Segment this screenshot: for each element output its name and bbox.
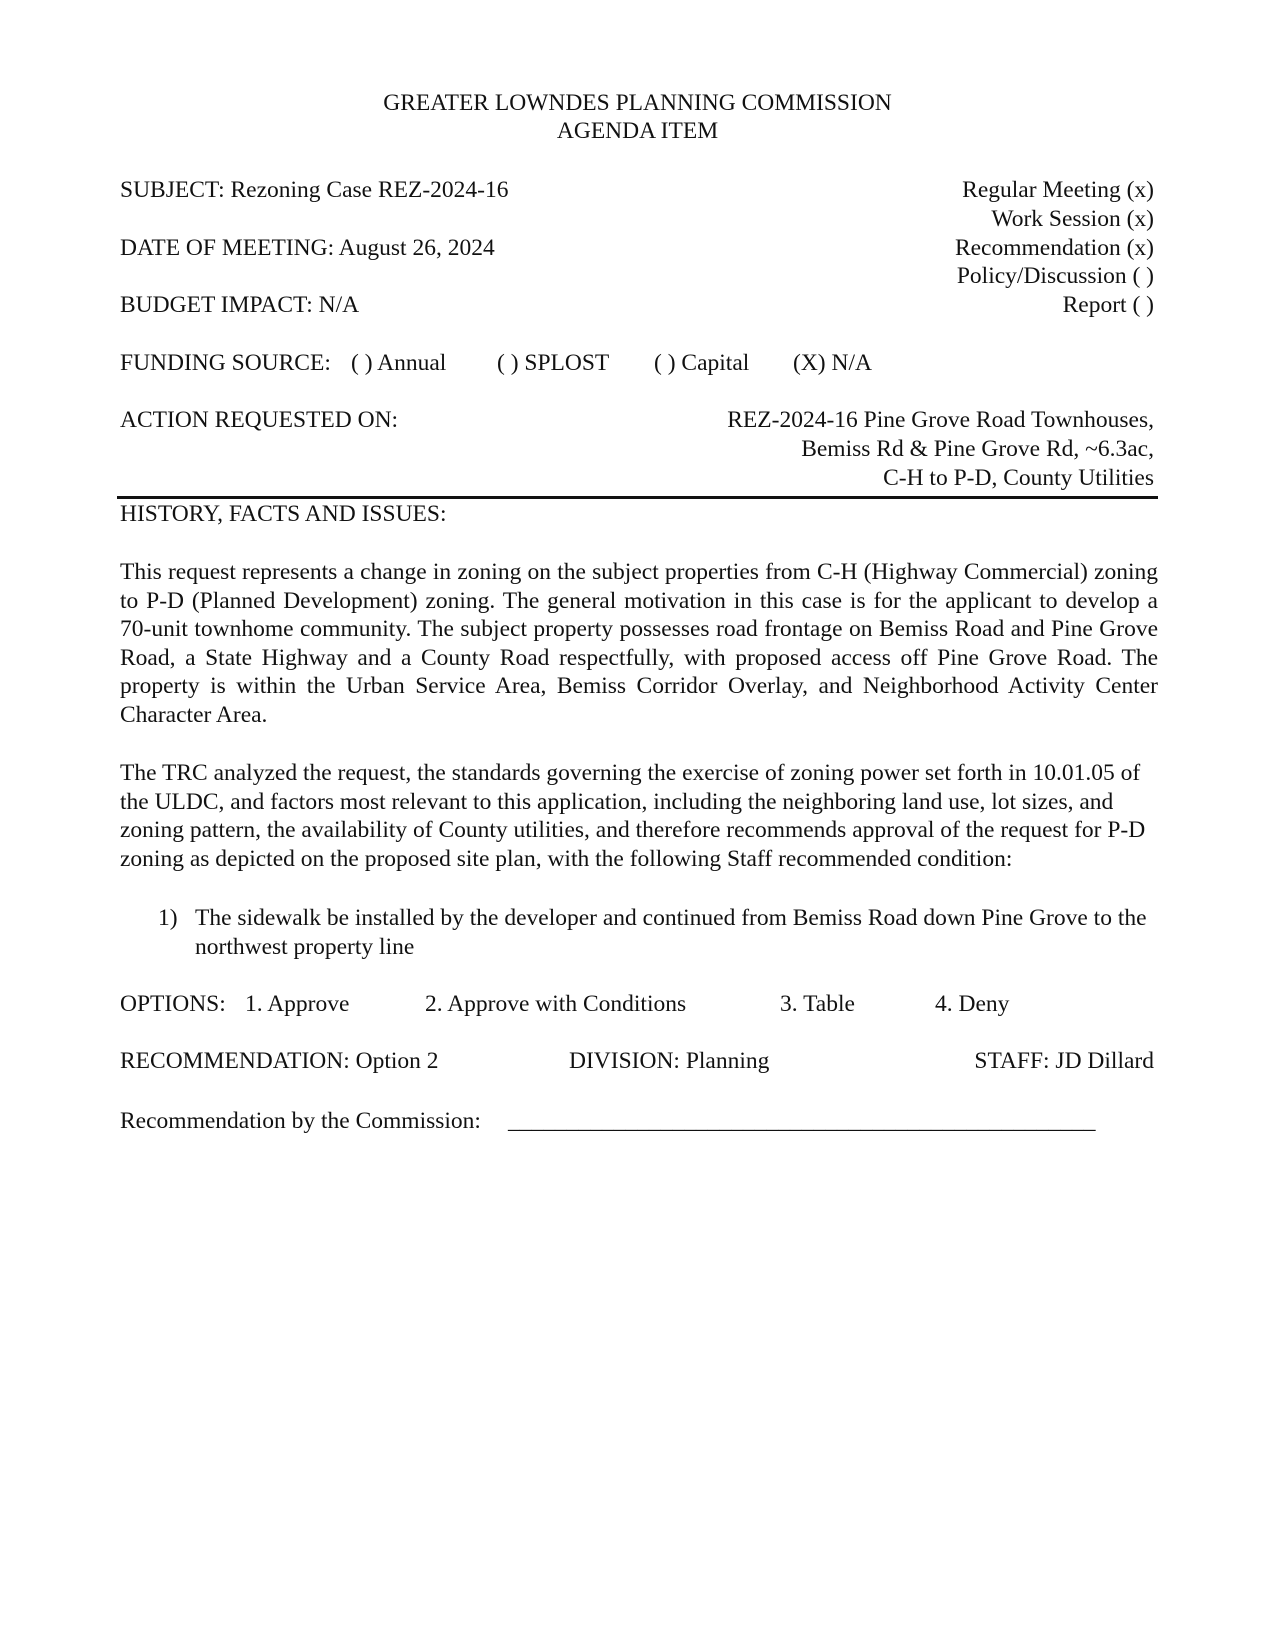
history-paragraph-1: This request represents a change in zoning on the subject properties from C-H (Highway Commercial) zoning to P-D (Planned Development) zoning. The general motivation in this case is for the applicant to develop a 70-unit townhome community. The subject property possesses road frontage on Bemiss Road and Pine Grove Road, a State Highway and a County Road respectfully, with proposed access off Pine Grove Road. The property is within the Urban Service Area, Bemiss Corridor Overlay, and Neighborhood Activity Center Character Area. [120,559,1158,728]
action-line-1: REZ-2024-16 Pine Grove Road Townhouses, [727,407,1154,433]
commission-recommendation-blank[interactable]: __________________________________________________ [508,1108,1096,1134]
history-heading: HISTORY, FACTS AND ISSUES: [120,501,447,527]
action-requested-label: ACTION REQUESTED ON: [120,407,399,433]
meeting-type-regular: Regular Meeting (x) [962,177,1154,203]
meeting-type-work-session: Work Session (x) [991,206,1154,232]
budget-impact-field: BUDGET IMPACT: N/A [120,292,360,318]
action-line-2: Bemiss Rd & Pine Grove Rd, ~6.3ac, [801,436,1154,462]
funding-option-splost: ( ) SPLOST [497,350,610,376]
funding-option-annual: ( ) Annual [351,350,447,376]
funding-option-capital: ( ) Capital [654,350,750,376]
section-divider [117,496,1158,499]
meeting-type-policy-discussion: Policy/Discussion ( ) [956,263,1154,289]
date-of-meeting-field: DATE OF MEETING: August 26, 2024 [120,235,495,261]
condition-number: 1) [158,905,178,931]
meeting-type-report: Report ( ) [1062,292,1154,318]
action-line-3: C-H to P-D, County Utilities [883,465,1154,491]
condition-text: The sidewalk be installed by the developer and continued from Bemiss Road down Pine Grove to the northwest property line [195,905,1147,960]
options-label: OPTIONS: [120,991,226,1017]
subject-field: SUBJECT: Rezoning Case REZ-2024-16 [120,177,509,203]
staff-field: STAFF: JD Dillard [974,1048,1154,1074]
option-approve-with-conditions: 2. Approve with Conditions [425,991,687,1017]
agenda-item-title: AGENDA ITEM [556,118,719,144]
commission-title: GREATER LOWNDES PLANNING COMMISSION [383,90,892,116]
option-approve: 1. Approve [245,991,350,1017]
option-deny: 4. Deny [935,991,1010,1017]
meeting-type-recommendation: Recommendation (x) [954,235,1154,261]
recommendation-field: RECOMMENDATION: Option 2 [120,1048,439,1074]
funding-option-na: (X) N/A [793,350,872,376]
funding-source-label: FUNDING SOURCE: [120,350,331,376]
history-paragraph-2: The TRC analyzed the request, the standards governing the exercise of zoning power set forth in 10.01.05 of the ULDC, and factors most relevant to this application, including the neighboring land use, lot sizes, and zoning pattern, the availability of County utilities, and therefore recommends approval of the request for P-D zoning as depicted on the proposed site plan, with the following Staff recommended condition: [120,760,1146,872]
commission-recommendation-label: Recommendation by the Commission: [120,1108,481,1134]
option-table: 3. Table [780,991,855,1017]
division-field: DIVISION: Planning [569,1048,770,1074]
